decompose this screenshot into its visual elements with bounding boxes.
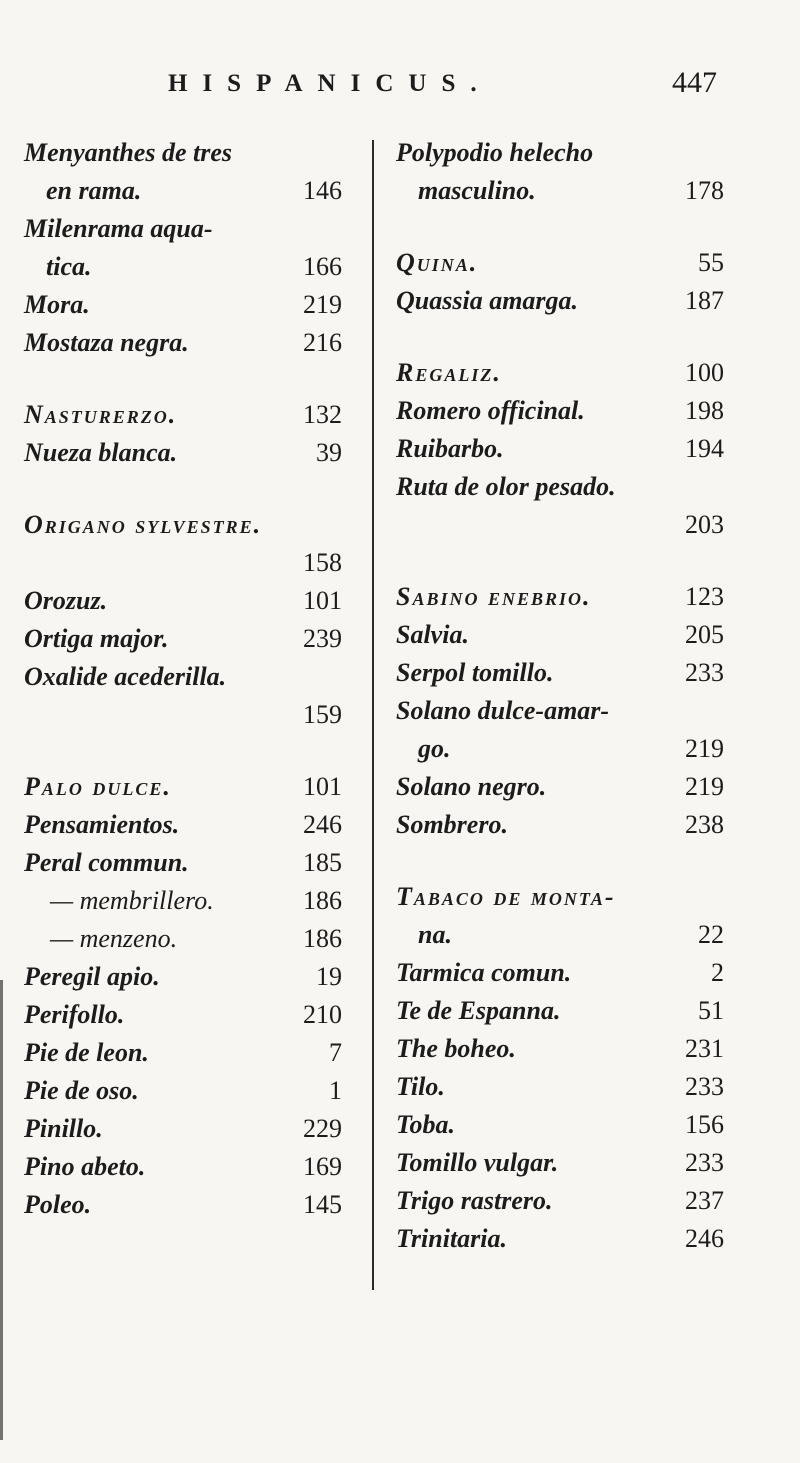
- entry-label: masculino.: [418, 176, 536, 205]
- index-entry: [24, 438, 364, 476]
- section-gap: [396, 848, 746, 882]
- entry-label: Tomillo vulgar.: [396, 1148, 559, 1177]
- entry-label: Ortiga major.: [24, 624, 169, 653]
- entry-label: Menyanthes de tres: [24, 138, 232, 167]
- entry-label: Nasturerzo.: [24, 400, 178, 429]
- index-entry: [396, 734, 746, 772]
- index-entry: [396, 1110, 746, 1148]
- index-entry: [396, 1034, 746, 1072]
- entry-label: Ruta de olor pesado.: [396, 472, 616, 501]
- index-entry: [396, 696, 746, 734]
- index-entry: [24, 586, 364, 624]
- entry-page-ref: 169: [303, 1152, 342, 1181]
- entry-page-ref: 231: [685, 1034, 724, 1063]
- entry-page-ref: 198: [685, 396, 724, 425]
- index-entry: [396, 1224, 746, 1262]
- section-gap: [396, 324, 746, 358]
- entry-label: Mostaza negra.: [24, 328, 189, 357]
- entry-page-ref: 219: [685, 772, 724, 801]
- index-entry: [396, 138, 746, 176]
- entry-page-ref: 239: [303, 624, 342, 653]
- entry-page-ref: 233: [685, 658, 724, 687]
- entry-label: Tilo.: [396, 1072, 445, 1101]
- index-entry: [24, 176, 364, 214]
- entry-label: Mora.: [24, 290, 90, 319]
- index-entry: [24, 1076, 364, 1114]
- entry-label: Perifollo.: [24, 1000, 125, 1029]
- section-gap: [396, 214, 746, 248]
- index-entry: [396, 248, 746, 286]
- entry-page-ref: 39: [316, 438, 342, 467]
- entry-label: Ruibarbo.: [396, 434, 504, 463]
- index-entry: [24, 328, 364, 366]
- index-entry: [396, 434, 746, 472]
- section-gap: [24, 738, 364, 772]
- entry-page-ref: 246: [303, 810, 342, 839]
- index-entry: [24, 700, 364, 738]
- entry-page-ref: 2: [711, 958, 724, 987]
- index-entry: [396, 472, 746, 510]
- entry-label: Pie de leon.: [24, 1038, 149, 1067]
- entry-label: go.: [418, 734, 451, 763]
- entry-page-ref: 55: [698, 248, 724, 277]
- index-entry: [396, 882, 746, 920]
- index-entry: [396, 582, 746, 620]
- entry-page-ref: 187: [685, 286, 724, 315]
- entry-page-ref: 156: [685, 1110, 724, 1139]
- entry-label: Tabaco de monta-: [396, 882, 616, 911]
- entry-label: Polypodio helecho: [396, 138, 594, 167]
- index-entry: [24, 662, 364, 700]
- page-number: 447: [672, 66, 717, 99]
- index-entry: [24, 510, 364, 548]
- entry-label: — membrillero.: [50, 886, 214, 915]
- entry-label: Palo dulce.: [24, 772, 172, 801]
- running-head: HISPANICUS.: [168, 70, 492, 97]
- index-column-right: [396, 138, 746, 1262]
- page-header: [0, 66, 800, 110]
- index-entry: [24, 1114, 364, 1152]
- index-entry: [396, 620, 746, 658]
- entry-label: Toba.: [396, 1110, 455, 1139]
- index-entry: [396, 996, 746, 1034]
- entry-page-ref: 7: [329, 1038, 342, 1067]
- entry-page-ref: 132: [303, 400, 342, 429]
- entry-page-ref: 219: [685, 734, 724, 763]
- entry-page-ref: 210: [303, 1000, 342, 1029]
- entry-page-ref: 186: [303, 886, 342, 915]
- entry-page-ref: 146: [303, 176, 342, 205]
- index-entry: [396, 1072, 746, 1110]
- index-entry: [396, 1186, 746, 1224]
- index-entry: [24, 214, 364, 252]
- entry-label: The boheo.: [396, 1034, 516, 1063]
- entry-label: Solano dulce-amar-: [396, 696, 610, 725]
- entry-page-ref: 216: [303, 328, 342, 357]
- index-entry: [24, 810, 364, 848]
- index-entry: [24, 1038, 364, 1076]
- index-entry: [24, 848, 364, 886]
- entry-page-ref: 185: [303, 848, 342, 877]
- entry-label: Peregil apio.: [24, 962, 160, 991]
- entry-page-ref: 203: [685, 510, 724, 539]
- entry-label: Pie de oso.: [24, 1076, 139, 1105]
- entry-page-ref: 51: [698, 996, 724, 1025]
- index-entry: [24, 548, 364, 586]
- index-entry: [24, 886, 364, 924]
- index-entry: [396, 396, 746, 434]
- entry-label: Trinitaria.: [396, 1224, 508, 1253]
- entry-page-ref: 166: [303, 252, 342, 281]
- entry-page-ref: 158: [303, 548, 342, 577]
- entry-page-ref: 219: [303, 290, 342, 319]
- entry-label: Orozuz.: [24, 586, 108, 615]
- entry-label: Trigo rastrero.: [396, 1186, 553, 1215]
- entry-page-ref: 186: [303, 924, 342, 953]
- entry-page-ref: 100: [685, 358, 724, 387]
- index-entry: [24, 290, 364, 328]
- page-edge-shadow: [0, 980, 3, 1440]
- entry-label: Solano negro.: [396, 772, 547, 801]
- entry-label: Nueza blanca.: [24, 438, 178, 467]
- section-gap: [24, 366, 364, 400]
- index-entry: [396, 1148, 746, 1186]
- entry-label: Sombrero.: [396, 810, 508, 839]
- index-entry: [24, 924, 364, 962]
- entry-label: — menzeno.: [50, 924, 178, 953]
- entry-label: Quina.: [396, 248, 479, 277]
- index-entry: [24, 138, 364, 176]
- entry-label: Tarmica comun.: [396, 958, 572, 987]
- entry-label: en rama.: [46, 176, 142, 205]
- index-entry: [24, 1152, 364, 1190]
- index-entry: [24, 400, 364, 438]
- index-entry: [396, 358, 746, 396]
- entry-page-ref: 194: [685, 434, 724, 463]
- index-entry: [396, 510, 746, 548]
- entry-page-ref: 233: [685, 1072, 724, 1101]
- entry-label: Salvia.: [396, 620, 469, 649]
- index-entry: [396, 772, 746, 810]
- entry-page-ref: 237: [685, 1186, 724, 1215]
- entry-label: Te de Espanna.: [396, 996, 561, 1025]
- entry-label: Sabino enebrio.: [396, 582, 592, 611]
- index-entry: [24, 962, 364, 1000]
- entry-page-ref: 159: [303, 700, 342, 729]
- index-entry: [24, 772, 364, 810]
- index-entry: [396, 958, 746, 996]
- entry-page-ref: 1: [329, 1076, 342, 1105]
- index-entry: [24, 252, 364, 290]
- entry-page-ref: 145: [303, 1190, 342, 1219]
- entry-label: Quassia amarga.: [396, 286, 579, 315]
- index-column-left: [24, 138, 364, 1228]
- entry-label: Pensamientos.: [24, 810, 180, 839]
- entry-label: Origano sylvestre.: [24, 510, 263, 539]
- entry-page-ref: 238: [685, 810, 724, 839]
- entry-label: Pino abeto.: [24, 1152, 146, 1181]
- entry-label: Poleo.: [24, 1190, 92, 1219]
- entry-page-ref: 229: [303, 1114, 342, 1143]
- entry-page-ref: 101: [303, 772, 342, 801]
- entry-label: tica.: [46, 252, 92, 281]
- entry-label: na.: [418, 920, 452, 949]
- section-gap: [24, 476, 364, 510]
- column-divider: [372, 140, 374, 1290]
- entry-label: Oxalide acederilla.: [24, 662, 227, 691]
- index-entry: [396, 658, 746, 696]
- index-entry: [396, 176, 746, 214]
- index-entry: [24, 624, 364, 662]
- section-gap: [396, 548, 746, 582]
- entry-label: Regaliz.: [396, 358, 502, 387]
- entry-page-ref: 205: [685, 620, 724, 649]
- index-entry: [396, 810, 746, 848]
- entry-label: Serpol tomillo.: [396, 658, 554, 687]
- entry-page-ref: 101: [303, 586, 342, 615]
- entry-page-ref: 246: [685, 1224, 724, 1253]
- index-entry: [24, 1190, 364, 1228]
- entry-page-ref: 123: [685, 582, 724, 611]
- entry-label: Pinillo.: [24, 1114, 103, 1143]
- entry-page-ref: 178: [685, 176, 724, 205]
- index-entry: [396, 920, 746, 958]
- entry-label: Milenrama aqua-: [24, 214, 213, 243]
- index-entry: [24, 1000, 364, 1038]
- entry-page-ref: 19: [316, 962, 342, 991]
- index-entry: [396, 286, 746, 324]
- entry-page-ref: 22: [698, 920, 724, 949]
- entry-label: Romero officinal.: [396, 396, 585, 425]
- entry-label: Peral commun.: [24, 848, 189, 877]
- entry-page-ref: 233: [685, 1148, 724, 1177]
